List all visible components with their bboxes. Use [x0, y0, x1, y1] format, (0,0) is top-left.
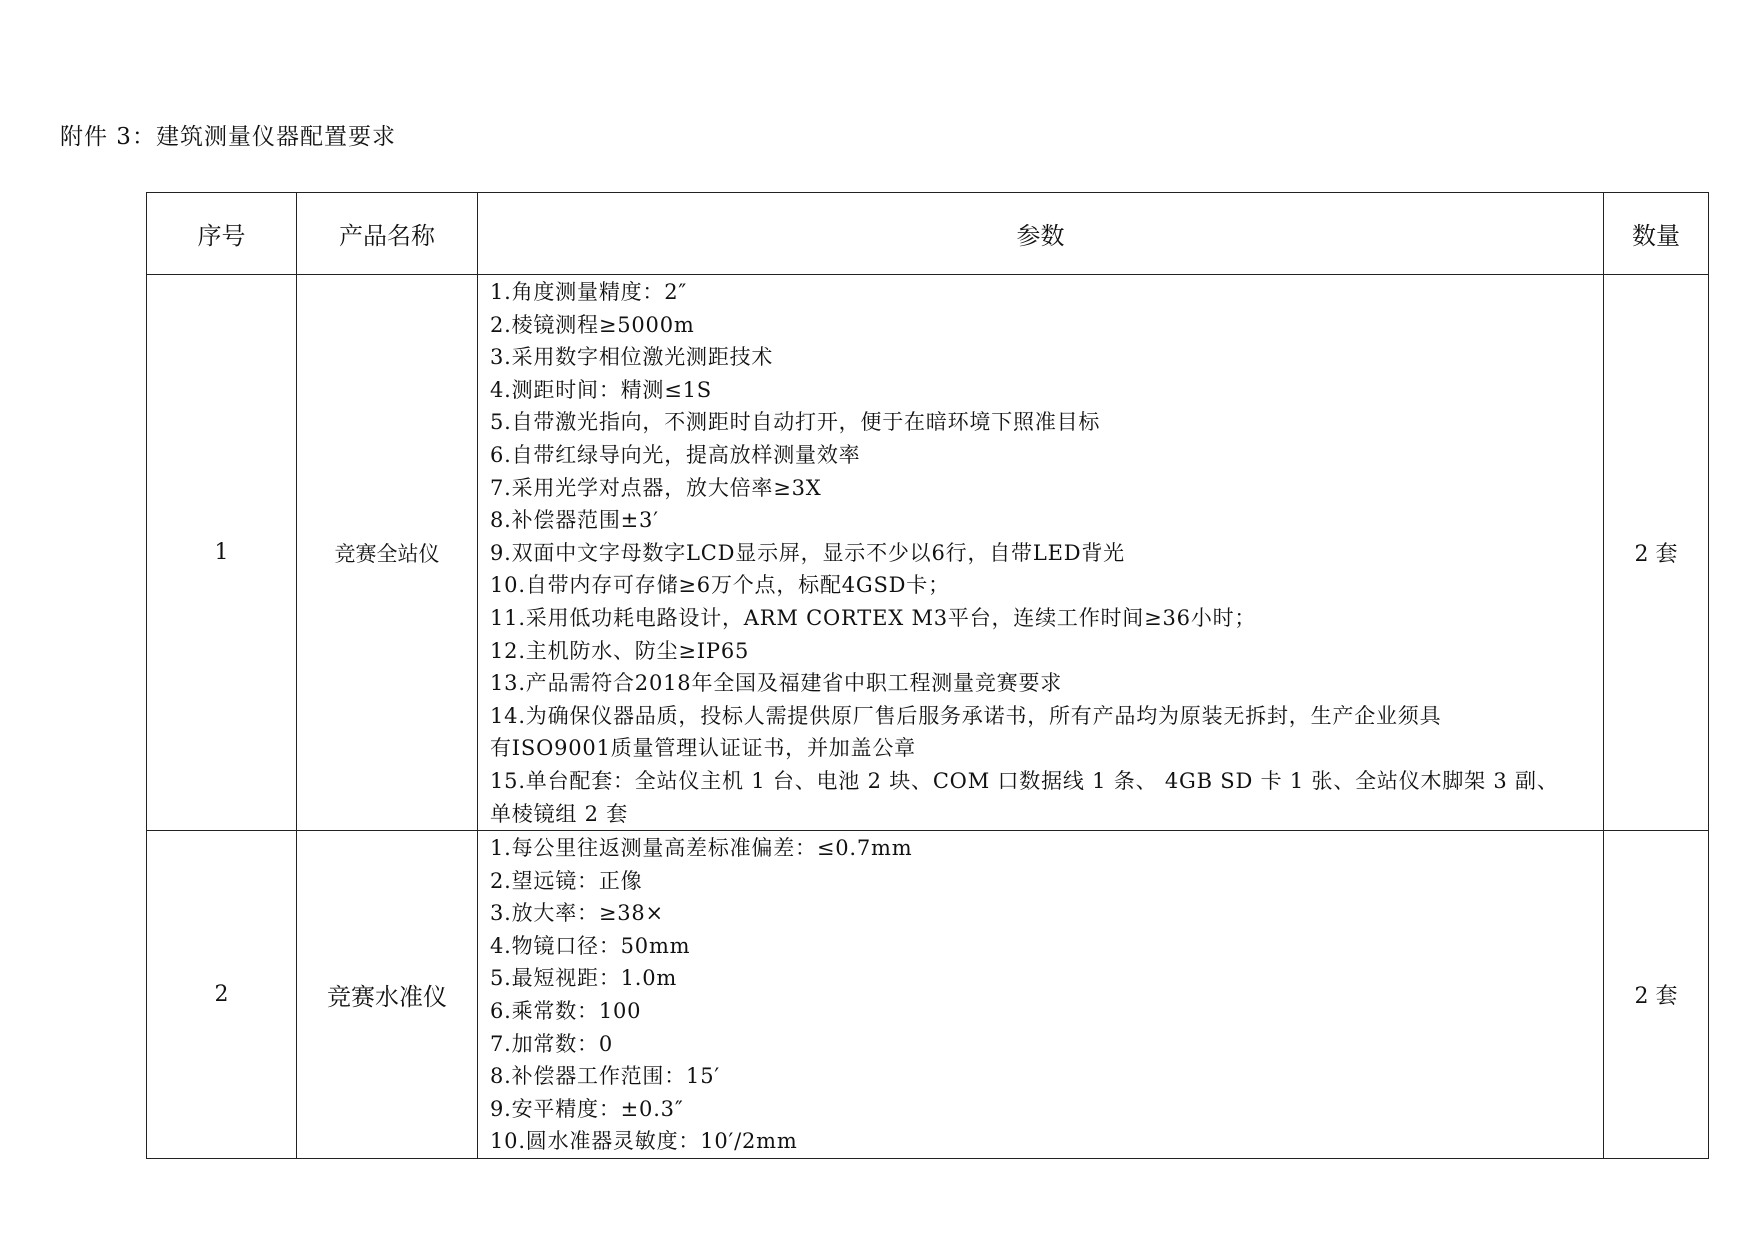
param-line: 3.放大率：≥38× [490, 901, 664, 926]
param-line: 15.单台配套：全站仪主机 1 台、电池 2 块、COM 口数据线 1 条、 4GB SD 卡 1 张、全站仪木脚架 3 副、 [490, 768, 1559, 793]
product-name: 竞赛全站仪 [297, 275, 478, 831]
param-line: 5.自带激光指向，不测距时自动打开，便于在暗环境下照准目标 [490, 410, 1101, 435]
document-title: 附件 3：建筑测量仪器配置要求 [60, 124, 396, 150]
param-line: 1.每公里往返测量高差标准偏差：≤0.7mm [490, 836, 913, 861]
param-line: 6.自带红绿导向光，提高放样测量效率 [490, 442, 861, 467]
row-number: 1 [147, 275, 297, 831]
row-number: 2 [147, 831, 297, 1159]
param-line: 10.自带内存可存储≥6万个点，标配4GSD卡； [490, 573, 950, 598]
quantity: 2 套 [1604, 275, 1709, 831]
param-list [478, 831, 1604, 1159]
param-line: 4.测距时间：精测≤1S [490, 377, 712, 402]
param-line: 9.安平精度：±0.3″ [490, 1096, 684, 1121]
param-line: 9.双面中文字母数字LCD显示屏，显示不少以6行，自带LED背光 [490, 540, 1125, 565]
param-list [478, 275, 1604, 831]
product-name: 竞赛水准仪 [297, 831, 478, 1159]
table-row [147, 275, 1709, 831]
spec-table [146, 192, 1709, 1159]
param-line: 6.乘常数：100 [490, 999, 642, 1024]
param-line: 14.为确保仪器品质，投标人需提供原厂售后服务承诺书，所有产品均为原装无拆封，生产企业须具 [490, 703, 1442, 728]
param-line: 2.望远镜：正像 [490, 868, 643, 893]
param-line: 有ISO9001质量管理认证证书，并加盖公章 [490, 736, 916, 761]
param-line: 11.采用低功耗电路设计，ARM CORTEX M3平台，连续工作时间≥36小时； [490, 605, 1257, 630]
header-params: 参数 [478, 193, 1604, 275]
param-line: 10.圆水准器灵敏度：10′/2mm [490, 1129, 798, 1154]
table-header-row [147, 193, 1709, 275]
param-line: 1.角度测量精度：2″ [490, 280, 688, 304]
param-line: 7.采用光学对点器，放大倍率≥3X [490, 475, 822, 500]
param-line: 5.最短视距：1.0m [490, 966, 678, 991]
param-line: 7.加常数：0 [490, 1031, 613, 1056]
param-line: 单棱镜组 2 套 [490, 801, 629, 826]
param-line: 12.主机防水、防尘≥IP65 [490, 638, 750, 663]
param-line: 3.采用数字相位激光测距技术 [490, 345, 774, 370]
quantity: 2 套 [1604, 831, 1709, 1159]
param-line: 13.产品需符合2018年全国及福建省中职工程测量竞赛要求 [490, 671, 1063, 696]
param-line: 4.物镜口径：50mm [490, 933, 691, 958]
header-qty: 数量 [1604, 193, 1709, 275]
param-line: 8.补偿器范围±3′ [490, 508, 659, 533]
param-line: 2.棱镜测程≥5000m [490, 312, 695, 337]
table-row [147, 831, 1709, 1159]
header-no: 序号 [147, 193, 297, 275]
param-line: 8.补偿器工作范围：15′ [490, 1064, 720, 1089]
header-name: 产品名称 [297, 193, 478, 275]
